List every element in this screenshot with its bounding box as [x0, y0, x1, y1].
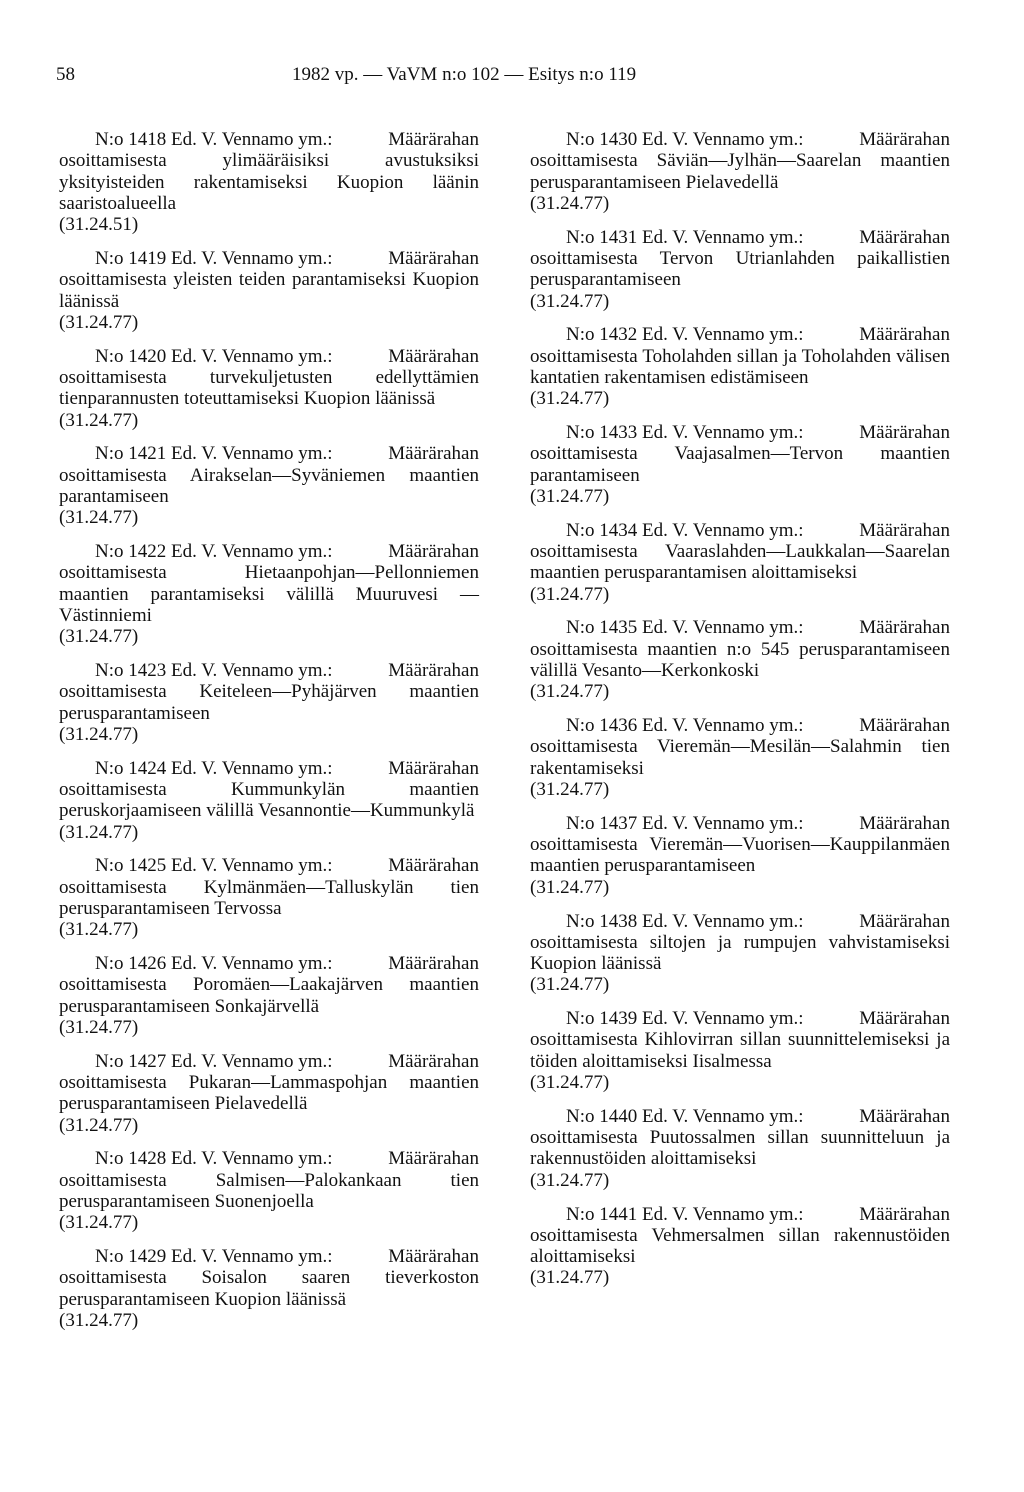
budget-reference: (31.24.77)	[59, 311, 139, 333]
motion-text: Määrärahan osoittamisesta Vieremän—Mesilän—Salahmin tien rakentamiseksi	[530, 715, 950, 779]
budget-reference: (31.24.77)	[530, 974, 610, 996]
motion-entry	[530, 617, 950, 702]
budget-reference: (31.24.51)	[59, 214, 139, 236]
budget-reference: (31.24.77)	[59, 409, 139, 431]
motion-heading: N:o 1427 Ed. V. Vennamo ym.:	[95, 1050, 333, 1072]
budget-reference: (31.24.77)	[59, 919, 139, 941]
motion-text: Määrärahan osoittamisesta Vehmersalmen sillan rakennustöiden aloittamiseksi	[530, 1203, 950, 1268]
motion-entry	[59, 1148, 479, 1233]
budget-reference: (31.24.77)	[59, 507, 139, 529]
motion-text: Määrärahan osoittamisesta Salmisen—Palokankaan tien perusparantamiseen Suonenjoella	[59, 1148, 479, 1213]
motion-text: Määrärahan osoittamisesta maantien n:o 545 perusparantamiseen välillä Vesanto—Kerkonkoski	[530, 617, 950, 682]
budget-reference: (31.24.77)	[59, 1016, 139, 1038]
motion-text: Määrärahan osoittamisesta Säviän—Jylhän—Saarelan maantien perusparantamiseen Pielavedellä	[530, 129, 950, 193]
motion-entry	[530, 422, 950, 507]
motion-heading: N:o 1423 Ed. V. Vennamo ym.:	[95, 660, 333, 682]
motion-entry	[530, 129, 950, 214]
motion-text: Määrärahan osoittamisesta Hietaanpohjan—Pellonniemen maantien parantamiseksi välillä Muuruvesi —Västinniemi	[59, 541, 479, 626]
motion-heading: N:o 1433 Ed. V. Vennamo ym.:	[566, 422, 804, 444]
motion-entry	[530, 1008, 950, 1093]
budget-reference: (31.24.77)	[530, 1267, 610, 1289]
motion-entry	[59, 953, 479, 1038]
motion-entry	[59, 129, 479, 235]
right-column	[530, 129, 950, 1301]
motion-entry	[59, 248, 479, 333]
page-header	[56, 64, 968, 88]
budget-reference: (31.24.77)	[59, 723, 139, 745]
motion-text: Määrärahan osoittamisesta Vieremän—Vuorisen—Kauppilanmäen maantien perusparantamiseen	[530, 812, 950, 877]
motion-text: Määrärahan osoittamisesta yleisten teiden parantamiseksi Kuopion läänissä	[59, 247, 479, 312]
motion-entry	[59, 660, 479, 745]
motion-heading: N:o 1426 Ed. V. Vennamo ym.:	[95, 953, 333, 975]
motion-entry	[59, 758, 479, 843]
running-title: 1982 vp. — VaVM n:o 102 — Esitys n:o 119	[292, 64, 637, 85]
budget-reference: (31.24.77)	[530, 485, 610, 507]
budget-reference: (31.24.77)	[530, 779, 610, 801]
motion-heading: N:o 1436 Ed. V. Vennamo ym.:	[566, 715, 804, 737]
motion-text: Määrärahan osoittamisesta siltojen ja rumpujen vahvistamiseksi Kuopion läänissä	[530, 910, 950, 975]
motion-entry	[59, 443, 479, 528]
motion-text: Määrärahan osoittamisesta ylimääräisiksi avustuksiksi yksityisteiden rakentamiseksi Kuopion läänin saaristoalueella	[59, 129, 479, 214]
budget-reference: (31.24.77)	[59, 626, 139, 648]
budget-reference: (31.24.77)	[530, 192, 610, 214]
budget-reference: (31.24.77)	[530, 583, 610, 605]
motion-text: Määrärahan osoittamisesta Puutossalmen sillan suunnitteluun ja rakennustöiden aloittamiseksi	[530, 1105, 950, 1170]
motion-heading: N:o 1439 Ed. V. Vennamo ym.:	[566, 1008, 804, 1030]
motion-text: Määrärahan osoittamisesta Airakselan—Syväniemen maantien parantamiseen	[59, 443, 479, 507]
motion-text: Määrärahan osoittamisesta Keiteleen—Pyhäjärven maantien perusparantamiseen	[59, 660, 479, 724]
motion-heading: N:o 1434 Ed. V. Vennamo ym.:	[566, 519, 804, 541]
motion-entry	[59, 541, 479, 647]
motion-entry	[59, 1246, 479, 1331]
motion-entry	[530, 324, 950, 409]
motion-text: Määrärahan osoittamisesta Kihlovirran sillan suunnittelemiseksi ja töiden aloittamiseksi Iisalmessa	[530, 1008, 950, 1072]
motion-heading: N:o 1432 Ed. V. Vennamo ym.:	[566, 324, 804, 346]
motion-entry	[59, 1051, 479, 1136]
motion-entry	[530, 1106, 950, 1191]
motion-text: Määrärahan osoittamisesta Toholahden sillan ja Toholahden välisen kantatien rakentamisen edistämiseen	[530, 324, 950, 388]
budget-reference: (31.24.77)	[59, 1114, 139, 1136]
motion-text: Määrärahan osoittamisesta Vaajasalmen—Tervon maantien parantamiseen	[530, 422, 950, 486]
motion-heading: N:o 1441 Ed. V. Vennamo ym.:	[566, 1203, 804, 1225]
motion-heading: N:o 1429 Ed. V. Vennamo ym.:	[95, 1246, 333, 1268]
motion-text: Määrärahan osoittamisesta Pukaran—Lammaspohjan maantien perusparantamiseen Pielavedellä	[59, 1050, 479, 1115]
motion-entry	[530, 911, 950, 996]
motion-heading: N:o 1420 Ed. V. Vennamo ym.:	[95, 345, 333, 367]
motion-text: Määrärahan osoittamisesta Vaaraslahden—Laukkalan—Saarelan maantien perusparantamisen aloittamiseksi	[530, 519, 950, 584]
motion-entry	[530, 227, 950, 312]
motion-heading: N:o 1437 Ed. V. Vennamo ym.:	[566, 812, 804, 834]
budget-reference: (31.24.77)	[530, 388, 610, 410]
motion-heading: N:o 1431 Ed. V. Vennamo ym.:	[566, 226, 804, 248]
budget-reference: (31.24.77)	[530, 1072, 610, 1094]
motion-text: Määrärahan osoittamisesta turvekuljetusten edellyttämien tienparannusten toteuttamiseksi Kuopion läänissä	[59, 345, 479, 410]
budget-reference: (31.24.77)	[59, 1212, 139, 1234]
motion-text: Määrärahan osoittamisesta Kummunkylän maantien peruskorjaamiseen välillä Vesannontie—Kummunkylä	[59, 757, 479, 822]
motion-heading: N:o 1418 Ed. V. Vennamo ym.:	[95, 129, 333, 150]
motion-entry	[59, 855, 479, 940]
motion-heading: N:o 1421 Ed. V. Vennamo ym.:	[95, 443, 333, 465]
budget-reference: (31.24.77)	[59, 1310, 139, 1332]
left-column	[59, 129, 479, 1344]
budget-reference: (31.24.77)	[530, 876, 610, 898]
motion-heading: N:o 1419 Ed. V. Vennamo ym.:	[95, 247, 333, 269]
budget-reference: (31.24.77)	[530, 1169, 610, 1191]
motion-text: Määrärahan osoittamisesta Poromäen—Laakajärven maantien perusparantamiseen Sonkajärvellä	[59, 953, 479, 1017]
motion-heading: N:o 1424 Ed. V. Vennamo ym.:	[95, 757, 333, 779]
motion-heading: N:o 1435 Ed. V. Vennamo ym.:	[566, 617, 804, 639]
motion-heading: N:o 1440 Ed. V. Vennamo ym.:	[566, 1105, 804, 1127]
motion-heading: N:o 1428 Ed. V. Vennamo ym.:	[95, 1148, 333, 1170]
budget-reference: (31.24.77)	[530, 290, 610, 312]
motion-entry	[530, 520, 950, 605]
motion-heading: N:o 1430 Ed. V. Vennamo ym.:	[566, 129, 804, 150]
motion-heading: N:o 1438 Ed. V. Vennamo ym.:	[566, 910, 804, 932]
budget-reference: (31.24.77)	[530, 681, 610, 703]
motion-text: Määrärahan osoittamisesta Soisalon saaren tieverkoston perusparantamiseen Kuopion läänissä	[59, 1246, 479, 1310]
motion-entry	[530, 715, 950, 800]
motion-text: Määrärahan osoittamisesta Tervon Utrianlahden paikallistien perusparantamiseen	[530, 226, 950, 291]
motion-heading: N:o 1422 Ed. V. Vennamo ym.:	[95, 541, 333, 563]
motion-text: Määrärahan osoittamisesta Kylmänmäen—Talluskylän tien perusparantamiseen Tervossa	[59, 855, 479, 919]
motion-entry	[530, 813, 950, 898]
motion-entry	[59, 346, 479, 431]
page-number: 58	[56, 64, 75, 85]
motion-entry	[530, 1204, 950, 1289]
budget-reference: (31.24.77)	[59, 821, 139, 843]
motion-heading: N:o 1425 Ed. V. Vennamo ym.:	[95, 855, 333, 877]
